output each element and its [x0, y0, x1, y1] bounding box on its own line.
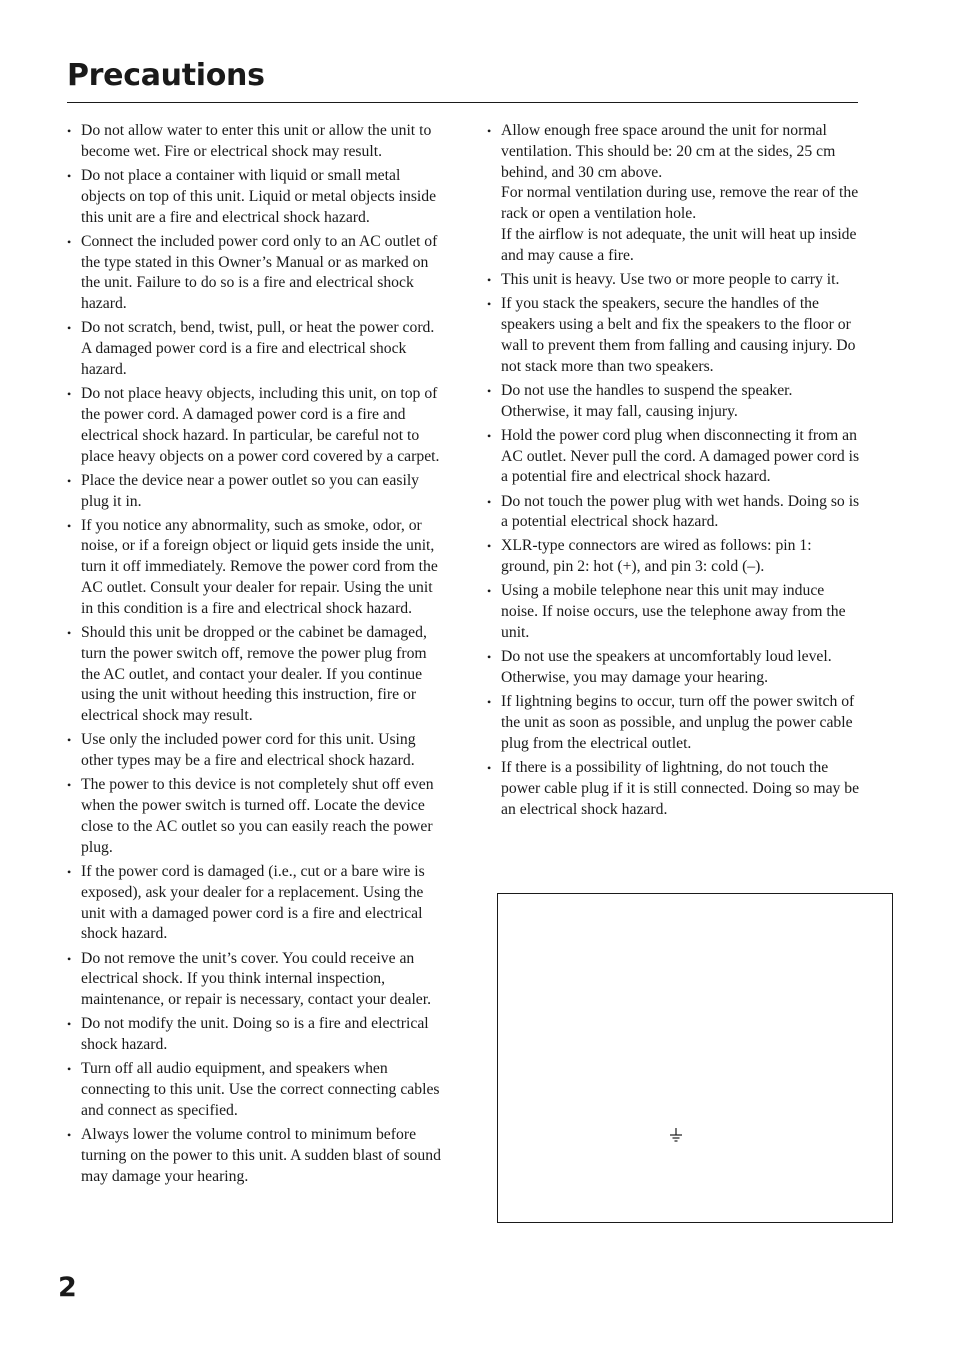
precaution-item — [67, 1125, 443, 1187]
page-number: 2 — [58, 1272, 77, 1303]
precaution-text: • Do not place a container with liquid or small metal objects on top of this unit. Liquid or metal objects inside this unit are a fire and electrical shock hazard. — [81, 166, 437, 226]
precaution-item — [67, 623, 443, 727]
precaution-text: • If the power cord is damaged (i.e., cut or a bare wire is exposed), ask your dealer for a replacement. Using the unit with a damaged power cord is a fire and electrical shock hazard. — [81, 863, 425, 943]
ground-icon — [669, 1128, 683, 1142]
precaution-text: • Place the device near a power outlet so you can easily plug it in. — [81, 471, 420, 510]
precaution-text: • Do not place heavy objects, including this unit, on top of the power cord. A damaged power cord is a fire and electrical shock hazard. In particular, be careful not to place heavy objects on a power cord covered by a carpet. — [81, 385, 440, 465]
precaution-text: • Use only the included power cord for this unit. Using other types may be a fire and electrical shock hazard. — [81, 731, 416, 770]
precaution-text: • Do not remove the unit’s cover. You could receive an electrical shock. If you think internal inspection, maintenance, or repair is necessary, contact your dealer. — [81, 949, 432, 1009]
precaution-text: • Do not touch the power plug with wet hands. Doing so is a potential electrical shock hazard. — [501, 492, 860, 531]
precautions-left-column — [67, 121, 443, 1191]
precaution-item — [67, 949, 443, 1011]
precaution-item — [487, 581, 863, 643]
precaution-text: • Connect the included power cord only to an AC outlet of the type stated in this Owner’s Manual or as marked on the unit. Failure to do so is a fire and electrical shock hazard. — [81, 232, 438, 313]
precaution-item — [487, 647, 863, 689]
precaution-text: • Do not modify the unit. Doing so is a fire and electrical shock hazard. — [81, 1015, 429, 1054]
precaution-item — [487, 426, 863, 488]
notice-box — [497, 893, 893, 1223]
precaution-text: • Do not use the handles to suspend the speaker. Otherwise, it may fall, causing injury. — [501, 381, 793, 420]
precaution-text: If the airflow is not adequate, the unit will heat up inside and may cause a fire. — [501, 225, 857, 264]
precaution-item — [487, 692, 863, 754]
precaution-item — [487, 121, 863, 267]
precaution-text: • The power to this device is not completely shut off even when the power switch is turned off. Locate the device close to the AC outlet so you can easily reach the power plug. — [81, 776, 434, 856]
precaution-text: • XLR-type connectors are wired as follows: pin 1: ground, pin 2: hot (+), and pin 3: cold (–). — [501, 537, 812, 576]
precaution-text: • Do not allow water to enter this unit or allow the unit to become wet. Fire or electrical shock may result. — [81, 122, 432, 160]
precaution-text: • Hold the power cord plug when disconnecting it from an AC outlet. Never pull the cord. A damaged power cord is a potential fire and electrical shock hazard. — [501, 426, 860, 486]
precaution-item — [67, 775, 443, 858]
precaution-text: • If you notice any abnormality, such as smoke, odor, or noise, or if a foreign object or liquid gets inside the unit, turn it off immediately. Remove the power cord from the AC outlet. Consult your dealer for repair. Using the unit in this condition is a fire and electrical shock hazard. — [81, 516, 438, 617]
precaution-text: • Allow enough free space around the unit for normal ventilation. This should be: 20 cm at the sides, 25 cm behind, and 30 cm above. — [501, 122, 836, 181]
precaution-item — [487, 492, 863, 534]
precaution-item — [67, 384, 443, 467]
precaution-item — [487, 294, 863, 377]
precaution-item — [67, 730, 443, 772]
title-divider — [67, 102, 858, 103]
precautions-right-column — [487, 121, 863, 824]
precaution-text: • Always lower the volume control to minimum before turning on the power to this unit. A sudden blast of sound may damage your hearing. — [81, 1126, 441, 1185]
precaution-item — [67, 471, 443, 513]
precaution-item — [67, 166, 443, 228]
precaution-item — [487, 381, 863, 423]
precaution-text: • If you stack the speakers, secure the handles of the speakers using a belt and fix the speakers to the floor or wall to prevent them from falling and causing injury. Do not stack more than two speakers. — [501, 295, 856, 375]
precaution-text: • Should this unit be dropped or the cabinet be damaged, turn the power switch off, remove the power plug from the AC outlet, and contact your dealer. If you continue using the unit without heeding this instruction, fire or electrical shock may result. — [81, 624, 427, 725]
page-title: Precautions — [67, 58, 265, 93]
precaution-item — [67, 1014, 443, 1056]
precaution-text: • Using a mobile telephone near this unit may induce noise. If noise occurs, use the telephone away from the unit. — [501, 582, 846, 642]
precaution-text: • Turn off all audio equipment, and speakers when connecting to this unit. Use the correct connecting cables and connect as specified. — [81, 1060, 440, 1119]
precaution-item — [67, 1059, 443, 1121]
precaution-item — [67, 232, 443, 315]
precaution-item — [487, 536, 863, 578]
precaution-text: • If lightning begins to occur, turn off the power switch of the unit as soon as possible, and unplug the power cable plug from the electrical outlet. — [501, 693, 855, 752]
precaution-text: • Do not scratch, bend, twist, pull, or heat the power cord. A damaged power cord is a fire and electrical shock hazard. — [81, 319, 435, 378]
precaution-item — [67, 318, 443, 380]
precaution-item — [487, 758, 863, 820]
precaution-item — [67, 516, 443, 620]
precaution-text: • Do not use the speakers at uncomfortably loud level. Otherwise, you may damage your hearing. — [501, 648, 832, 687]
precaution-item — [67, 862, 443, 945]
precaution-text: • If there is a possibility of lightning, do not touch the power cable plug if it is still connected. Doing so may be an electrical shock hazard. — [501, 759, 860, 818]
precaution-item — [487, 270, 863, 291]
precaution-text: • This unit is heavy. Use two or more people to carry it. — [501, 270, 840, 288]
precaution-text: For normal ventilation during use, remove the rear of the rack or open a ventilation hole. — [501, 184, 859, 223]
precaution-item — [67, 121, 443, 163]
